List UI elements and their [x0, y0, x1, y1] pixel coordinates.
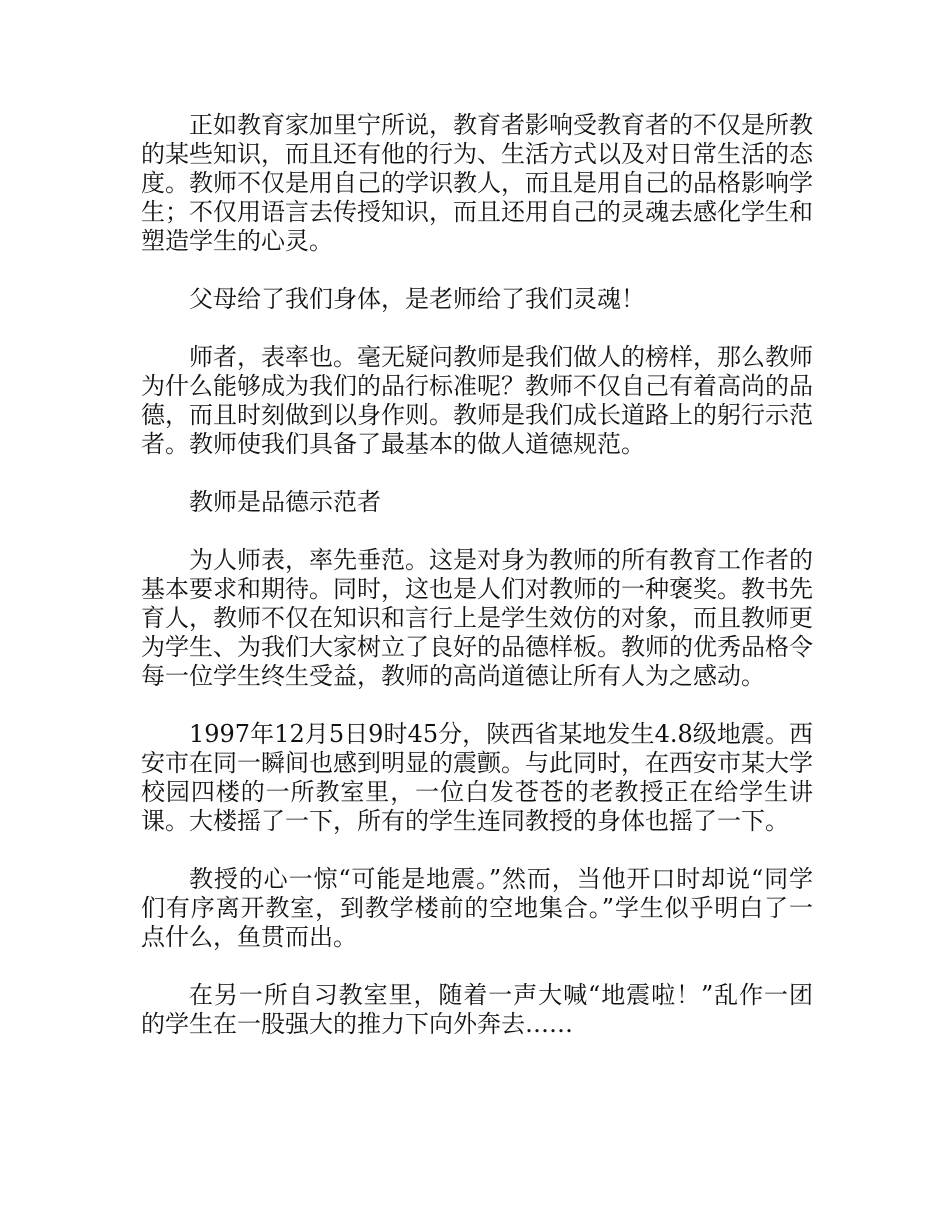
paragraph-3: 师者，表率也。毫无疑问教师是我们做人的榜样，那么教师为什么能够成为我们的品行标准呢？教师不仅自己有着高尚的品德，而且时刻做到以身作则。教师是我们成长道路上的躬行示范者。教师使我们具备了最基本的做人道德规范。 [141, 343, 813, 458]
paragraph-8: 在另一所自习教室里，随着一声大喊“地震啦！”乱作一团的学生在一股强大的推力下向外奔去…… [141, 981, 813, 1038]
document-page [141, 111, 813, 1068]
paragraph-6: 1997年12月5日9时45分，陕西省某地发生4.8级地震。西安市在同一瞬间也感到明显的震颤。与此同时，在西安市某大学校园四楼的一所教室里，一位白发苍苍的老教授正在给学生讲课。大楼摇了一下，所有的学生连同教授的身体也摇了一下。 [141, 720, 813, 835]
paragraph-5: 为人师表，率先垂范。这是对身为教师的所有教育工作者的基本要求和期待。同时，这也是人们对教师的一种褒奖。教书先育人，教师不仅在知识和言行上是学生效仿的对象，而且教师更为学生、为我们大家树立了良好的品德样板。教师的优秀品格令每一位学生终生受益，教师的高尚道德让所有人为之感动。 [141, 546, 813, 690]
paragraph-7: 教授的心一惊“可能是地震。”然而，当他开口时却说“同学们有序离开教室，到教学楼前的空地集合。”学生似乎明白了一点什么，鱼贯而出。 [141, 865, 813, 951]
section-heading: 教师是品德示范者 [189, 488, 381, 516]
paragraph-1: 正如教育家加里宁所说，教育者影响受教育者的不仅是所教的某些知识，而且还有他的行为、生活方式以及对日常生活的态度。教师不仅是用自己的学识教人，而且是用自己的品格影响学生；不仅用语言去传授知识，而且还用自己的灵魂去感化学生和塑造学生的心灵。 [141, 111, 813, 255]
paragraph-2: 父母给了我们身体，是老师给了我们灵魂！ [189, 285, 645, 313]
